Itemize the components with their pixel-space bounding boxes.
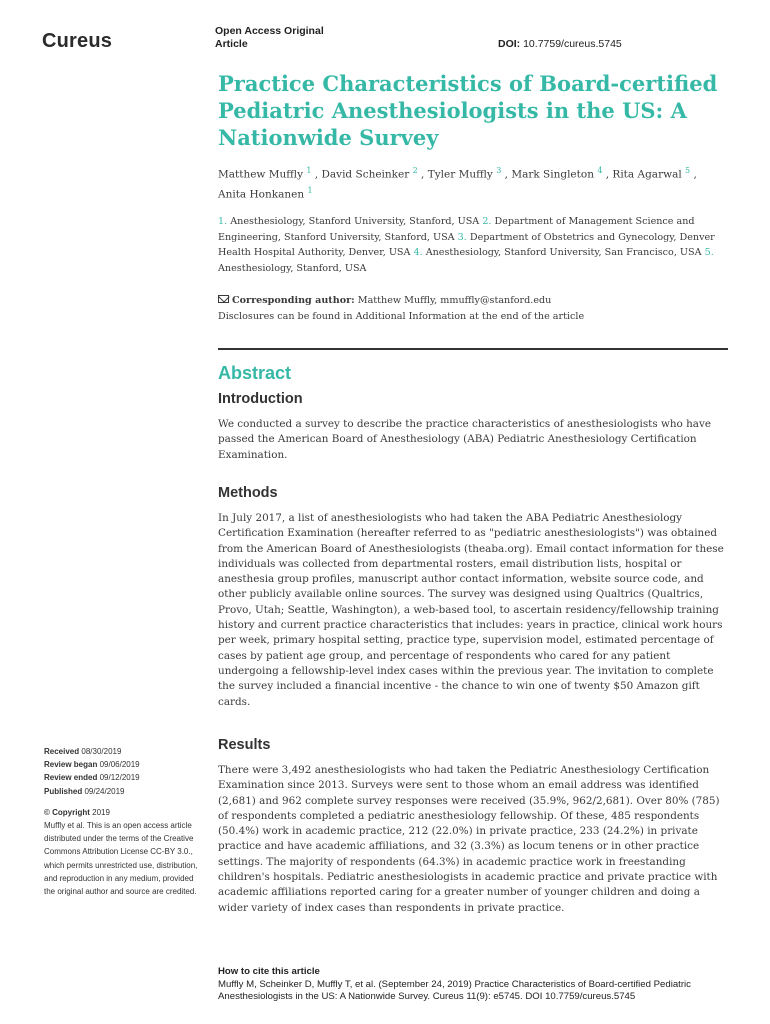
affiliation-number: 4.: [413, 247, 423, 259]
copyright-label: © Copyright: [44, 807, 90, 817]
results-text: There were 3,492 anesthesiologists who had taken the Pediatric Anesthesiology Certification Examination since 2013. Surveys were sent to those whom an email address was identified (2,681) and 962 complete survey responses were received (35.9%, 962/2,681). Over 80% (785) of respondents completed a pediatric anesthesiology fellowship. Of these, 485 respondents (50.4%) work in academic practice, 212 (22.0%) in private practice, 233 (24.2%) in private practice and have academic affiliations, and 32 (3.3%) as locum tenens or in other practice settings. The majority of respondents (64.3%) in academic practice work in freestanding children's hospitals. Pediatric anesthesiologists in academic practice and private practice with academic affiliations reported caring for a greater number of younger children and doing a wider variety of index cases than respondents in private practice.: [218, 764, 720, 914]
section-divider: [218, 348, 728, 350]
affiliation-text: Anesthesiology, Stanford University, San Francisco, USA: [425, 247, 702, 259]
author-affiliation-ref: 1: [306, 166, 312, 175]
corresponding-author-block: [218, 293, 738, 324]
affiliation-number: 5.: [704, 247, 714, 259]
author-name[interactable]: Anita Honkanen: [218, 188, 305, 200]
introduction-heading: Introduction: [218, 391, 303, 407]
author-affiliation-ref: 3: [496, 166, 502, 175]
doi-label: DOI:: [498, 38, 521, 50]
journal-logo: Cureus: [42, 30, 113, 52]
affiliations: [218, 214, 728, 276]
introduction-text: We conducted a survey to describe the practice characteristics of anesthesiologists who have passed the American Board of Anesthesiology (ABA) Pediatric Anesthesiology Certification Examination.: [218, 418, 712, 461]
author-name[interactable]: Tyler Muffly: [427, 168, 493, 181]
copyright-year: 2019: [92, 807, 110, 817]
corresponding-author-contact[interactable]: Matthew Muffly, mmuffly@stanford.edu: [357, 295, 552, 306]
author-name[interactable]: David Scheinker: [321, 168, 410, 181]
article-title: Practice Characteristics of Board-certified Pediatric Anesthesiologists in the US: A Nationwide Survey: [218, 71, 718, 150]
received-date: 08/30/2019: [81, 747, 122, 756]
author-affiliation-ref: 5: [685, 166, 691, 175]
author-name[interactable]: Mark Singleton: [511, 168, 594, 181]
review-began-label: Review began: [44, 760, 98, 770]
doi: [498, 38, 622, 50]
methods-text: In July 2017, a list of anesthesiologists who had taken the ABA Pediatric Anesthesiology Certification Examination (hereafter referred to as "pediatric anesthesiologists") was obtained from the American Board of Anesthesiologists (theaba.org). Email contact information for these individuals was collected from departmental rosters, email distribution lists, hospital or anesthesia group profiles, manuscript author contact information, website source code, and other publicly available online sources. The survey was designed using Qualtrics (Qualtrics, Provo, Utah; Seattle, Washington), a web-based tool, to ascertain residency/fellowship training history and current practice characteristics that includes: years in practice, clinical work hours per week, primary hospital setting, practice type, supervision model, estimated percentage of cases by patient age group, and percentage of respondents who cared for any patient undergoing a fellowship-level index cases within the previous year. The invitation to complete the survey included a financial incentive - the chance to win one of twenty $50 Amazon gift cards.: [218, 512, 724, 708]
disclosures-note: Disclosures can be found in Additional Information at the end of the article: [218, 310, 585, 322]
author-name[interactable]: Matthew Muffly: [218, 168, 304, 181]
review-began-date: 09/06/2019: [99, 760, 140, 770]
affiliation-text: Anesthesiology, Stanford University, Stanford, USA: [230, 216, 480, 227]
author-list: Matthew Muffly $^1$ , David Scheinker $^2$ , Tyler Muffly $^3$ , Mark Singleton $^4$ , Rita Agarwal $^5$ , Anita Honkanen $^1$: [218, 166, 697, 200]
article-type-line2: Article: [215, 38, 248, 50]
affiliation-number: 1.: [218, 216, 228, 227]
affiliation-number: 3.: [457, 231, 467, 243]
published-date: 09/24/2019: [84, 786, 125, 796]
author-affiliation-ref: 4: [597, 166, 603, 175]
methods-heading: Methods: [218, 485, 278, 501]
citation-heading: How to cite this article: [218, 966, 320, 977]
affiliation-number: 2.: [482, 216, 492, 227]
received-label: Received: [44, 747, 80, 756]
publication-history: [44, 745, 204, 898]
author-affiliation-ref: 2: [412, 166, 418, 175]
citation-block: [218, 966, 728, 1004]
article-type-line1: Open Access Original: [215, 25, 324, 37]
author-affiliation-ref: 1: [307, 185, 313, 195]
review-ended-date: 09/12/2019: [99, 773, 140, 783]
citation-text: Muffly M, Scheinker D, Muffly T, et al. (September 24, 2019) Practice Characteristics of Board-certified Pediatric Anesthesiologists in the US: A Nationwide Survey. Cureus 11(9): e5745. DOI 10.7759/cureus.5745: [218, 978, 691, 1003]
affiliation-text: Department of Management Science and Engineering, Stanford University, Stanford, USA: [218, 216, 695, 243]
corresponding-author-label: Corresponding author:: [232, 295, 355, 306]
mail-icon: [218, 295, 229, 303]
review-ended-label: Review ended: [44, 773, 98, 783]
author-name[interactable]: Rita Agarwal: [612, 168, 682, 181]
article-type: [215, 25, 324, 51]
abstract-heading: Abstract: [218, 363, 292, 383]
results-heading: Results: [218, 737, 271, 753]
license-text: Muffly et al. This is an open access article distributed under the terms of the Creative Commons Attribution License CC-BY 3.0., which permits unrestricted use, distribution, and reproduction in any medium, provided the original author and source are credited.: [44, 821, 198, 897]
affiliation-text: Anesthesiology, Stanford, USA: [218, 262, 367, 274]
doi-value: 10.7759/cureus.5745: [523, 38, 622, 50]
affiliation-text: Department of Obstetrics and Gynecology, Denver Health Hospital Authority, Denver, USA: [218, 231, 715, 259]
published-label: Published: [44, 786, 83, 796]
